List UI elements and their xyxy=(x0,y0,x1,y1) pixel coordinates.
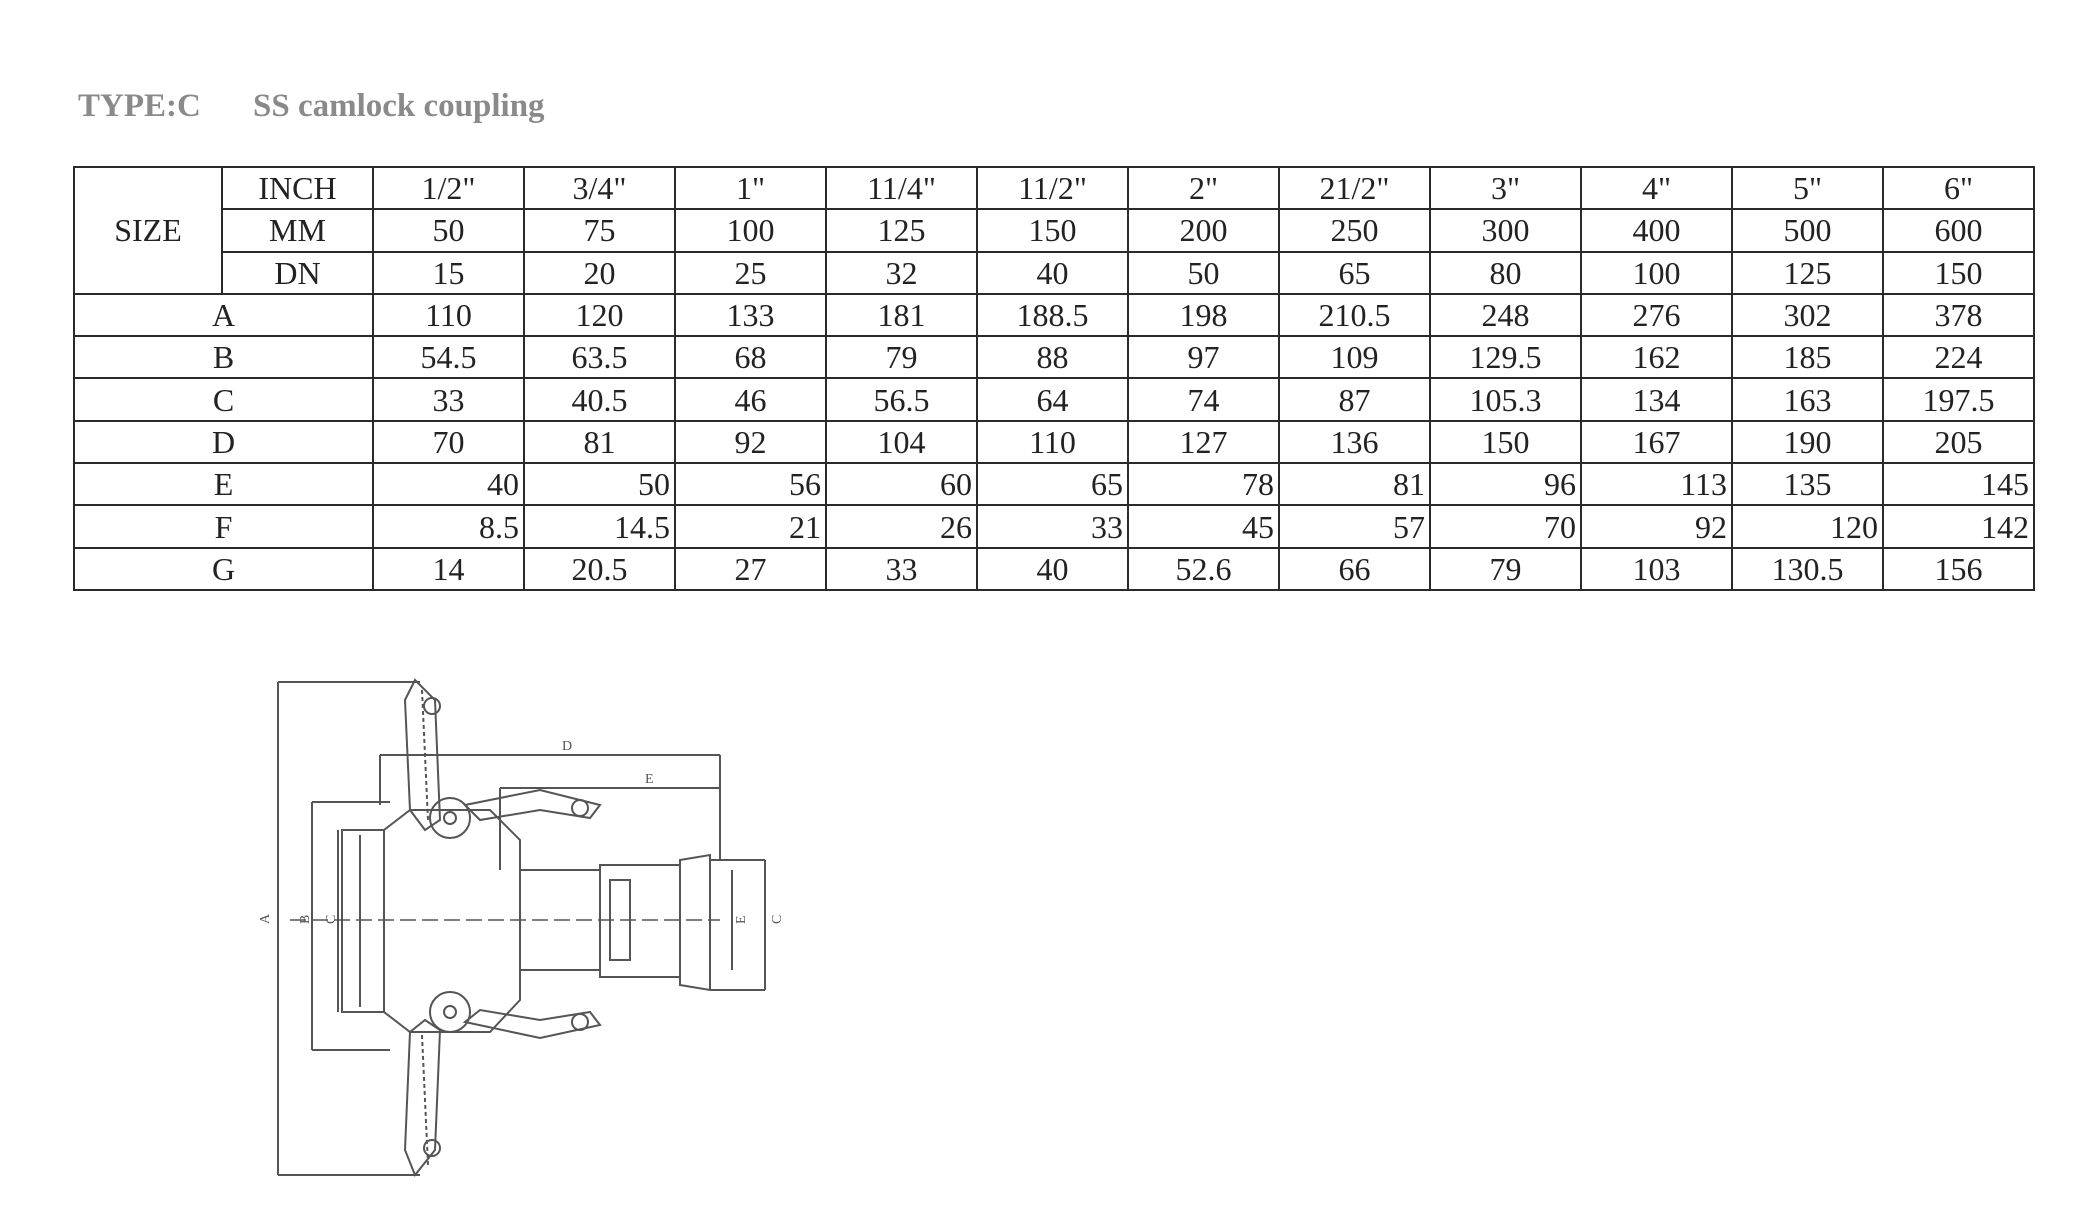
table-cell: 127 xyxy=(1128,421,1279,463)
table-cell: 302 xyxy=(1732,294,1883,336)
table-cell: 3" xyxy=(1430,167,1581,209)
table-cell: 210.5 xyxy=(1279,294,1430,336)
table-cell: 15 xyxy=(373,252,524,294)
table-cell: 50 xyxy=(373,209,524,251)
table-cell: 188.5 xyxy=(977,294,1128,336)
dim-label-e-right: E xyxy=(734,915,749,924)
table-cell: 145 xyxy=(1883,463,2034,505)
table-cell: 100 xyxy=(675,209,826,251)
table-cell: 125 xyxy=(826,209,977,251)
table-cell: 74 xyxy=(1128,378,1279,420)
table-cell: 110 xyxy=(373,294,524,336)
table-cell: 130.5 xyxy=(1732,548,1883,590)
table-cell: 60 xyxy=(826,463,977,505)
table-cell: 167 xyxy=(1581,421,1732,463)
table-cell: 87 xyxy=(1279,378,1430,420)
table-cell: 40.5 xyxy=(524,378,675,420)
table-row-inch xyxy=(74,167,2034,209)
dimension-label: D xyxy=(74,421,373,463)
table-cell: 14 xyxy=(373,548,524,590)
table-row-e xyxy=(74,463,2034,505)
table-cell: 33 xyxy=(826,548,977,590)
table-cell: 125 xyxy=(1732,252,1883,294)
table-cell: 45 xyxy=(1128,505,1279,547)
table-cell: 110 xyxy=(977,421,1128,463)
table-cell: 25 xyxy=(675,252,826,294)
table-cell: 26 xyxy=(826,505,977,547)
table-row-c xyxy=(74,378,2034,420)
table-cell: 135 xyxy=(1732,463,1883,505)
table-row-dn xyxy=(74,252,2034,294)
unit-label: DN xyxy=(222,252,373,294)
table-cell: 500 xyxy=(1732,209,1883,251)
table-cell: 79 xyxy=(826,336,977,378)
table-cell: 190 xyxy=(1732,421,1883,463)
table-cell: 185 xyxy=(1732,336,1883,378)
table-cell: 65 xyxy=(977,463,1128,505)
table-cell: 224 xyxy=(1883,336,2034,378)
table-row-mm xyxy=(74,209,2034,251)
table-cell: 20.5 xyxy=(524,548,675,590)
table-cell: 300 xyxy=(1430,209,1581,251)
table-cell: 14.5 xyxy=(524,505,675,547)
dim-label-c-right: C xyxy=(770,914,785,924)
table-cell: 1" xyxy=(675,167,826,209)
table-cell: 276 xyxy=(1581,294,1732,336)
table-cell: 181 xyxy=(826,294,977,336)
table-cell: 197.5 xyxy=(1883,378,2034,420)
dimension-label: B xyxy=(74,336,373,378)
table-cell: 133 xyxy=(675,294,826,336)
table-cell: 52.6 xyxy=(1128,548,1279,590)
table-cell: 200 xyxy=(1128,209,1279,251)
table-cell: 50 xyxy=(1128,252,1279,294)
table-cell: 68 xyxy=(675,336,826,378)
product-name: SS camlock coupling xyxy=(253,88,545,124)
dim-label-d: D xyxy=(562,739,573,754)
dimension-label: C xyxy=(74,378,373,420)
dimension-label: E xyxy=(74,463,373,505)
table-cell: 20 xyxy=(524,252,675,294)
table-cell: 27 xyxy=(675,548,826,590)
table-cell: 66 xyxy=(1279,548,1430,590)
dimension-label: G xyxy=(74,548,373,590)
table-cell: 92 xyxy=(675,421,826,463)
dimension-table xyxy=(73,166,2035,591)
table-cell: 54.5 xyxy=(373,336,524,378)
table-cell: 129.5 xyxy=(1430,336,1581,378)
table-cell: 21 xyxy=(675,505,826,547)
table-cell: 104 xyxy=(826,421,977,463)
coupling-drawing xyxy=(250,670,870,1190)
dim-label-c: C xyxy=(324,914,339,924)
table-cell: 120 xyxy=(1732,505,1883,547)
table-row-b xyxy=(74,336,2034,378)
table-cell: 40 xyxy=(977,548,1128,590)
table-cell: 4" xyxy=(1581,167,1732,209)
table-cell: 75 xyxy=(524,209,675,251)
table-cell: 57 xyxy=(1279,505,1430,547)
dimension-label: A xyxy=(74,294,373,336)
table-row-a xyxy=(74,294,2034,336)
table-cell: 205 xyxy=(1883,421,2034,463)
table-cell: 120 xyxy=(524,294,675,336)
table-cell: 70 xyxy=(1430,505,1581,547)
table-cell: 50 xyxy=(524,463,675,505)
table-cell: 33 xyxy=(373,378,524,420)
dim-label-e: E xyxy=(645,772,654,787)
dim-label-b: B xyxy=(298,914,313,924)
table-cell: 79 xyxy=(1430,548,1581,590)
table-cell: 78 xyxy=(1128,463,1279,505)
table-cell: 2" xyxy=(1128,167,1279,209)
table-cell: 70 xyxy=(373,421,524,463)
table-row-g xyxy=(74,548,2034,590)
table-cell: 88 xyxy=(977,336,1128,378)
table-cell: 162 xyxy=(1581,336,1732,378)
table-cell: 21/2" xyxy=(1279,167,1430,209)
table-cell: 32 xyxy=(826,252,977,294)
unit-label: INCH xyxy=(222,167,373,209)
table-cell: 150 xyxy=(1430,421,1581,463)
size-header: SIZE xyxy=(74,167,222,294)
table-cell: 150 xyxy=(1883,252,2034,294)
table-cell: 156 xyxy=(1883,548,2034,590)
table-cell: 46 xyxy=(675,378,826,420)
table-cell: 150 xyxy=(977,209,1128,251)
table-cell: 1/2" xyxy=(373,167,524,209)
dim-label-a: A xyxy=(258,913,273,924)
table-cell: 100 xyxy=(1581,252,1732,294)
table-cell: 65 xyxy=(1279,252,1430,294)
table-cell: 11/4" xyxy=(826,167,977,209)
table-cell: 3/4" xyxy=(524,167,675,209)
type-label: TYPE:C xyxy=(78,88,201,124)
table-cell: 248 xyxy=(1430,294,1581,336)
table-cell: 134 xyxy=(1581,378,1732,420)
table-cell: 64 xyxy=(977,378,1128,420)
page-title xyxy=(78,88,545,125)
table-cell: 5" xyxy=(1732,167,1883,209)
table-cell: 109 xyxy=(1279,336,1430,378)
table-cell: 11/2" xyxy=(977,167,1128,209)
table-cell: 80 xyxy=(1430,252,1581,294)
table-cell: 142 xyxy=(1883,505,2034,547)
table-cell: 250 xyxy=(1279,209,1430,251)
table-row-d xyxy=(74,421,2034,463)
table-cell: 136 xyxy=(1279,421,1430,463)
table-cell: 198 xyxy=(1128,294,1279,336)
table-cell: 81 xyxy=(1279,463,1430,505)
table-cell: 163 xyxy=(1732,378,1883,420)
dimension-label: F xyxy=(74,505,373,547)
table-cell: 6" xyxy=(1883,167,2034,209)
table-cell: 600 xyxy=(1883,209,2034,251)
table-cell: 33 xyxy=(977,505,1128,547)
table-cell: 92 xyxy=(1581,505,1732,547)
table-cell: 103 xyxy=(1581,548,1732,590)
table-cell: 40 xyxy=(977,252,1128,294)
table-row-f xyxy=(74,505,2034,547)
unit-label: MM xyxy=(222,209,373,251)
table-cell: 96 xyxy=(1430,463,1581,505)
table-cell: 400 xyxy=(1581,209,1732,251)
table-cell: 97 xyxy=(1128,336,1279,378)
table-cell: 8.5 xyxy=(373,505,524,547)
table-cell: 56 xyxy=(675,463,826,505)
table-cell: 81 xyxy=(524,421,675,463)
table-cell: 63.5 xyxy=(524,336,675,378)
table-cell: 40 xyxy=(373,463,524,505)
table-cell: 56.5 xyxy=(826,378,977,420)
table-cell: 378 xyxy=(1883,294,2034,336)
table-cell: 113 xyxy=(1581,463,1732,505)
table-cell: 105.3 xyxy=(1430,378,1581,420)
